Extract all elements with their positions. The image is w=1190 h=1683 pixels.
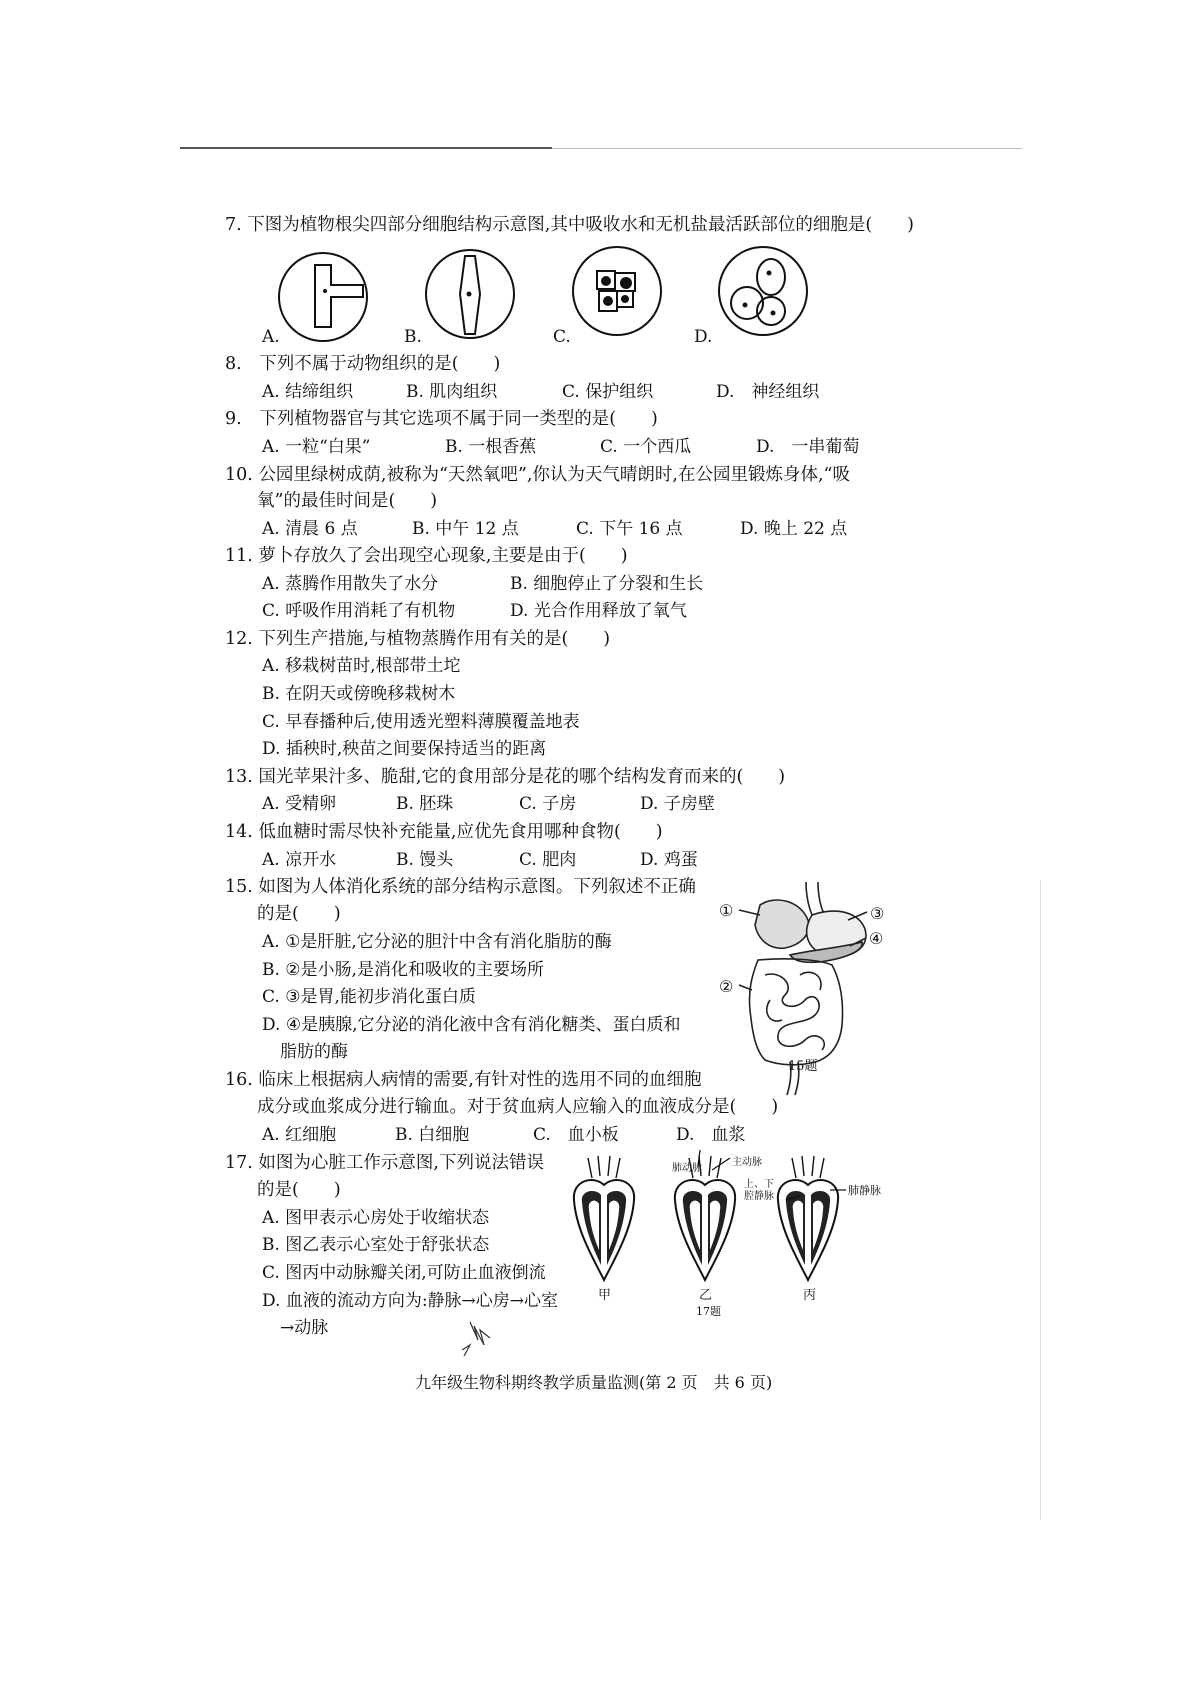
q17-option-c: C. 图丙中动脉瓣关闭,可防止血液倒流: [262, 1263, 546, 1283]
q10-stem: 10. 公园里绿树成荫,被称为“天然氧吧”,你认为天气晴朗时,在公园里锻炼身体,“吸: [225, 465, 850, 485]
q12-option-d: D. 插秧时,秧苗之间要保持适当的距离: [262, 739, 547, 759]
q7-option-d: D.: [694, 327, 713, 347]
digestive-label-4: ④: [869, 929, 884, 948]
q13-option-b: B. 胚珠: [396, 794, 454, 814]
digestive-label-2: ②: [719, 977, 734, 996]
q14-option-d: D. 鸡蛋: [640, 850, 698, 870]
q7-option-a: A.: [262, 327, 280, 347]
q17-option-d: D. 血液的流动方向为:静脉→心房→心室: [262, 1291, 559, 1311]
q14-option-c: C. 肥肉: [519, 850, 577, 870]
q12-option-c: C. 早春播种后,使用透光塑料薄膜覆盖地表: [262, 712, 580, 732]
q15-option-d: D. ④是胰腺,它分泌的消化液中含有消化糖类、蛋白质和: [262, 1015, 681, 1035]
q13-stem: 13. 国光苹果汁多、脆甜,它的食用部分是花的哪个结构发育而来的( ): [225, 767, 786, 787]
q15-stem-cont: 的是( ): [257, 904, 341, 924]
q14-stem: 14. 低血糖时需尽快补充能量,应优先食用哪种食物( ): [225, 822, 663, 842]
digestive-label-1: ①: [719, 901, 734, 920]
q10-option-b: B. 中午 12 点: [412, 519, 519, 539]
q10-option-d: D. 晚上 22 点: [740, 519, 848, 539]
q14-option-b: B. 馒头: [396, 850, 454, 870]
q12-option-a: A. 移栽树苗时,根部带土坨: [262, 656, 461, 676]
label-pulmonary-artery: 肺动脉: [672, 1163, 702, 1174]
q16-option-b: B. 白细胞: [395, 1125, 470, 1145]
q9-option-b: B. 一根香蕉: [445, 437, 537, 457]
q8-option-a: A. 结缔组织: [262, 382, 354, 402]
q11-option-b: B. 细胞停止了分裂和生长: [510, 574, 704, 594]
label-aorta: 主动脉: [732, 1157, 762, 1168]
q17-option-d-cont: →动脉: [280, 1318, 329, 1338]
q8-option-c: C. 保护组织: [562, 382, 654, 402]
heart-label-jia: 甲: [598, 1288, 612, 1303]
q15-option-d-cont: 脂肪的酶: [280, 1042, 348, 1062]
q8-stem: 8. 下列不属于动物组织的是( ): [225, 354, 501, 374]
q7-option-b: B.: [404, 327, 422, 347]
q15-option-a: A. ①是肝脏,它分泌的胆汁中含有消化脂肪的酶: [262, 932, 612, 952]
q15-stem: 15. 如图为人体消化系统的部分结构示意图。下列叙述不正确: [225, 877, 696, 897]
q16-stem-cont: 成分或血浆成分进行输血。对于贫血病人应输入的血液成分是( ): [257, 1097, 779, 1117]
q14-option-a: A. 凉开水: [262, 850, 337, 870]
heart-label-bing: 丙: [803, 1288, 817, 1303]
q13-option-c: C. 子房: [519, 794, 577, 814]
q7-stem: 7. 下图为植物根尖四部分细胞结构示意图,其中吸收水和无机盐最活跃部位的细胞是( ): [225, 215, 914, 235]
q8-option-b: B. 肌肉组织: [406, 382, 498, 402]
label-pulmonary-vein: 肺静脉: [848, 1184, 881, 1197]
q11-option-a: A. 蒸腾作用散失了水分: [262, 574, 439, 594]
q10-option-c: C. 下午 16 点: [576, 519, 683, 539]
q9-stem: 9. 下列植物器官与其它选项不属于同一类型的是( ): [225, 409, 658, 429]
q12-stem: 12. 下列生产措施,与植物蒸腾作用有关的是( ): [225, 629, 611, 649]
digestive-label-3: ③: [870, 904, 885, 923]
q16-stem: 16. 临床上根据病人病情的需要,有针对性的选用不同的血细胞: [225, 1070, 702, 1090]
q16-option-a: A. 红细胞: [262, 1125, 337, 1145]
heart-figure-caption: 17题: [696, 1305, 721, 1318]
q16-option-c: C. 血小板: [533, 1125, 619, 1145]
q13-option-d: D. 子房壁: [640, 794, 715, 814]
q7-option-c: C.: [553, 327, 571, 347]
q17-stem: 17. 如图为心脏工作示意图,下列说法错误: [225, 1153, 544, 1173]
q11-stem: 11. 萝卜存放久了会出现空心现象,主要是由于( ): [225, 546, 628, 566]
label-vena-cava: 上、下腔静脉: [744, 1179, 774, 1202]
digestive-figure-caption: 15题: [788, 1059, 818, 1074]
q9-option-c: C. 一个西瓜: [600, 437, 692, 457]
q16-option-d: D. 血浆: [676, 1125, 746, 1145]
q9-option-a: A. 一粒“白果”: [262, 437, 371, 457]
q10-stem-cont: 氧”的最佳时间是( ): [257, 491, 438, 511]
q17-option-b: B. 图乙表示心室处于舒张状态: [262, 1235, 490, 1255]
q11-option-c: C. 呼吸作用消耗了有机物: [262, 601, 456, 621]
q17-option-a: A. 图甲表示心房处于收缩状态: [262, 1208, 490, 1228]
q15-option-b: B. ②是小肠,是消化和吸收的主要场所: [262, 960, 544, 980]
q9-option-d: D. 一串葡萄: [756, 437, 860, 457]
q10-option-a: A. 清晨 6 点: [262, 519, 358, 539]
q13-option-a: A. 受精卵: [262, 794, 337, 814]
q8-option-d: D. 神经组织: [716, 382, 820, 402]
page-footer: 九年级生物科期终教学质量监测(第 2 页 共 6 页): [415, 1373, 773, 1392]
q17-stem-cont: 的是( ): [257, 1180, 341, 1200]
q12-option-b: B. 在阴天或傍晚移栽树木: [262, 684, 456, 704]
q15-option-c: C. ③是胃,能初步消化蛋白质: [262, 987, 476, 1007]
q11-option-d: D. 光合作用释放了氧气: [510, 601, 687, 621]
heart-label-yi: 乙: [699, 1288, 713, 1303]
